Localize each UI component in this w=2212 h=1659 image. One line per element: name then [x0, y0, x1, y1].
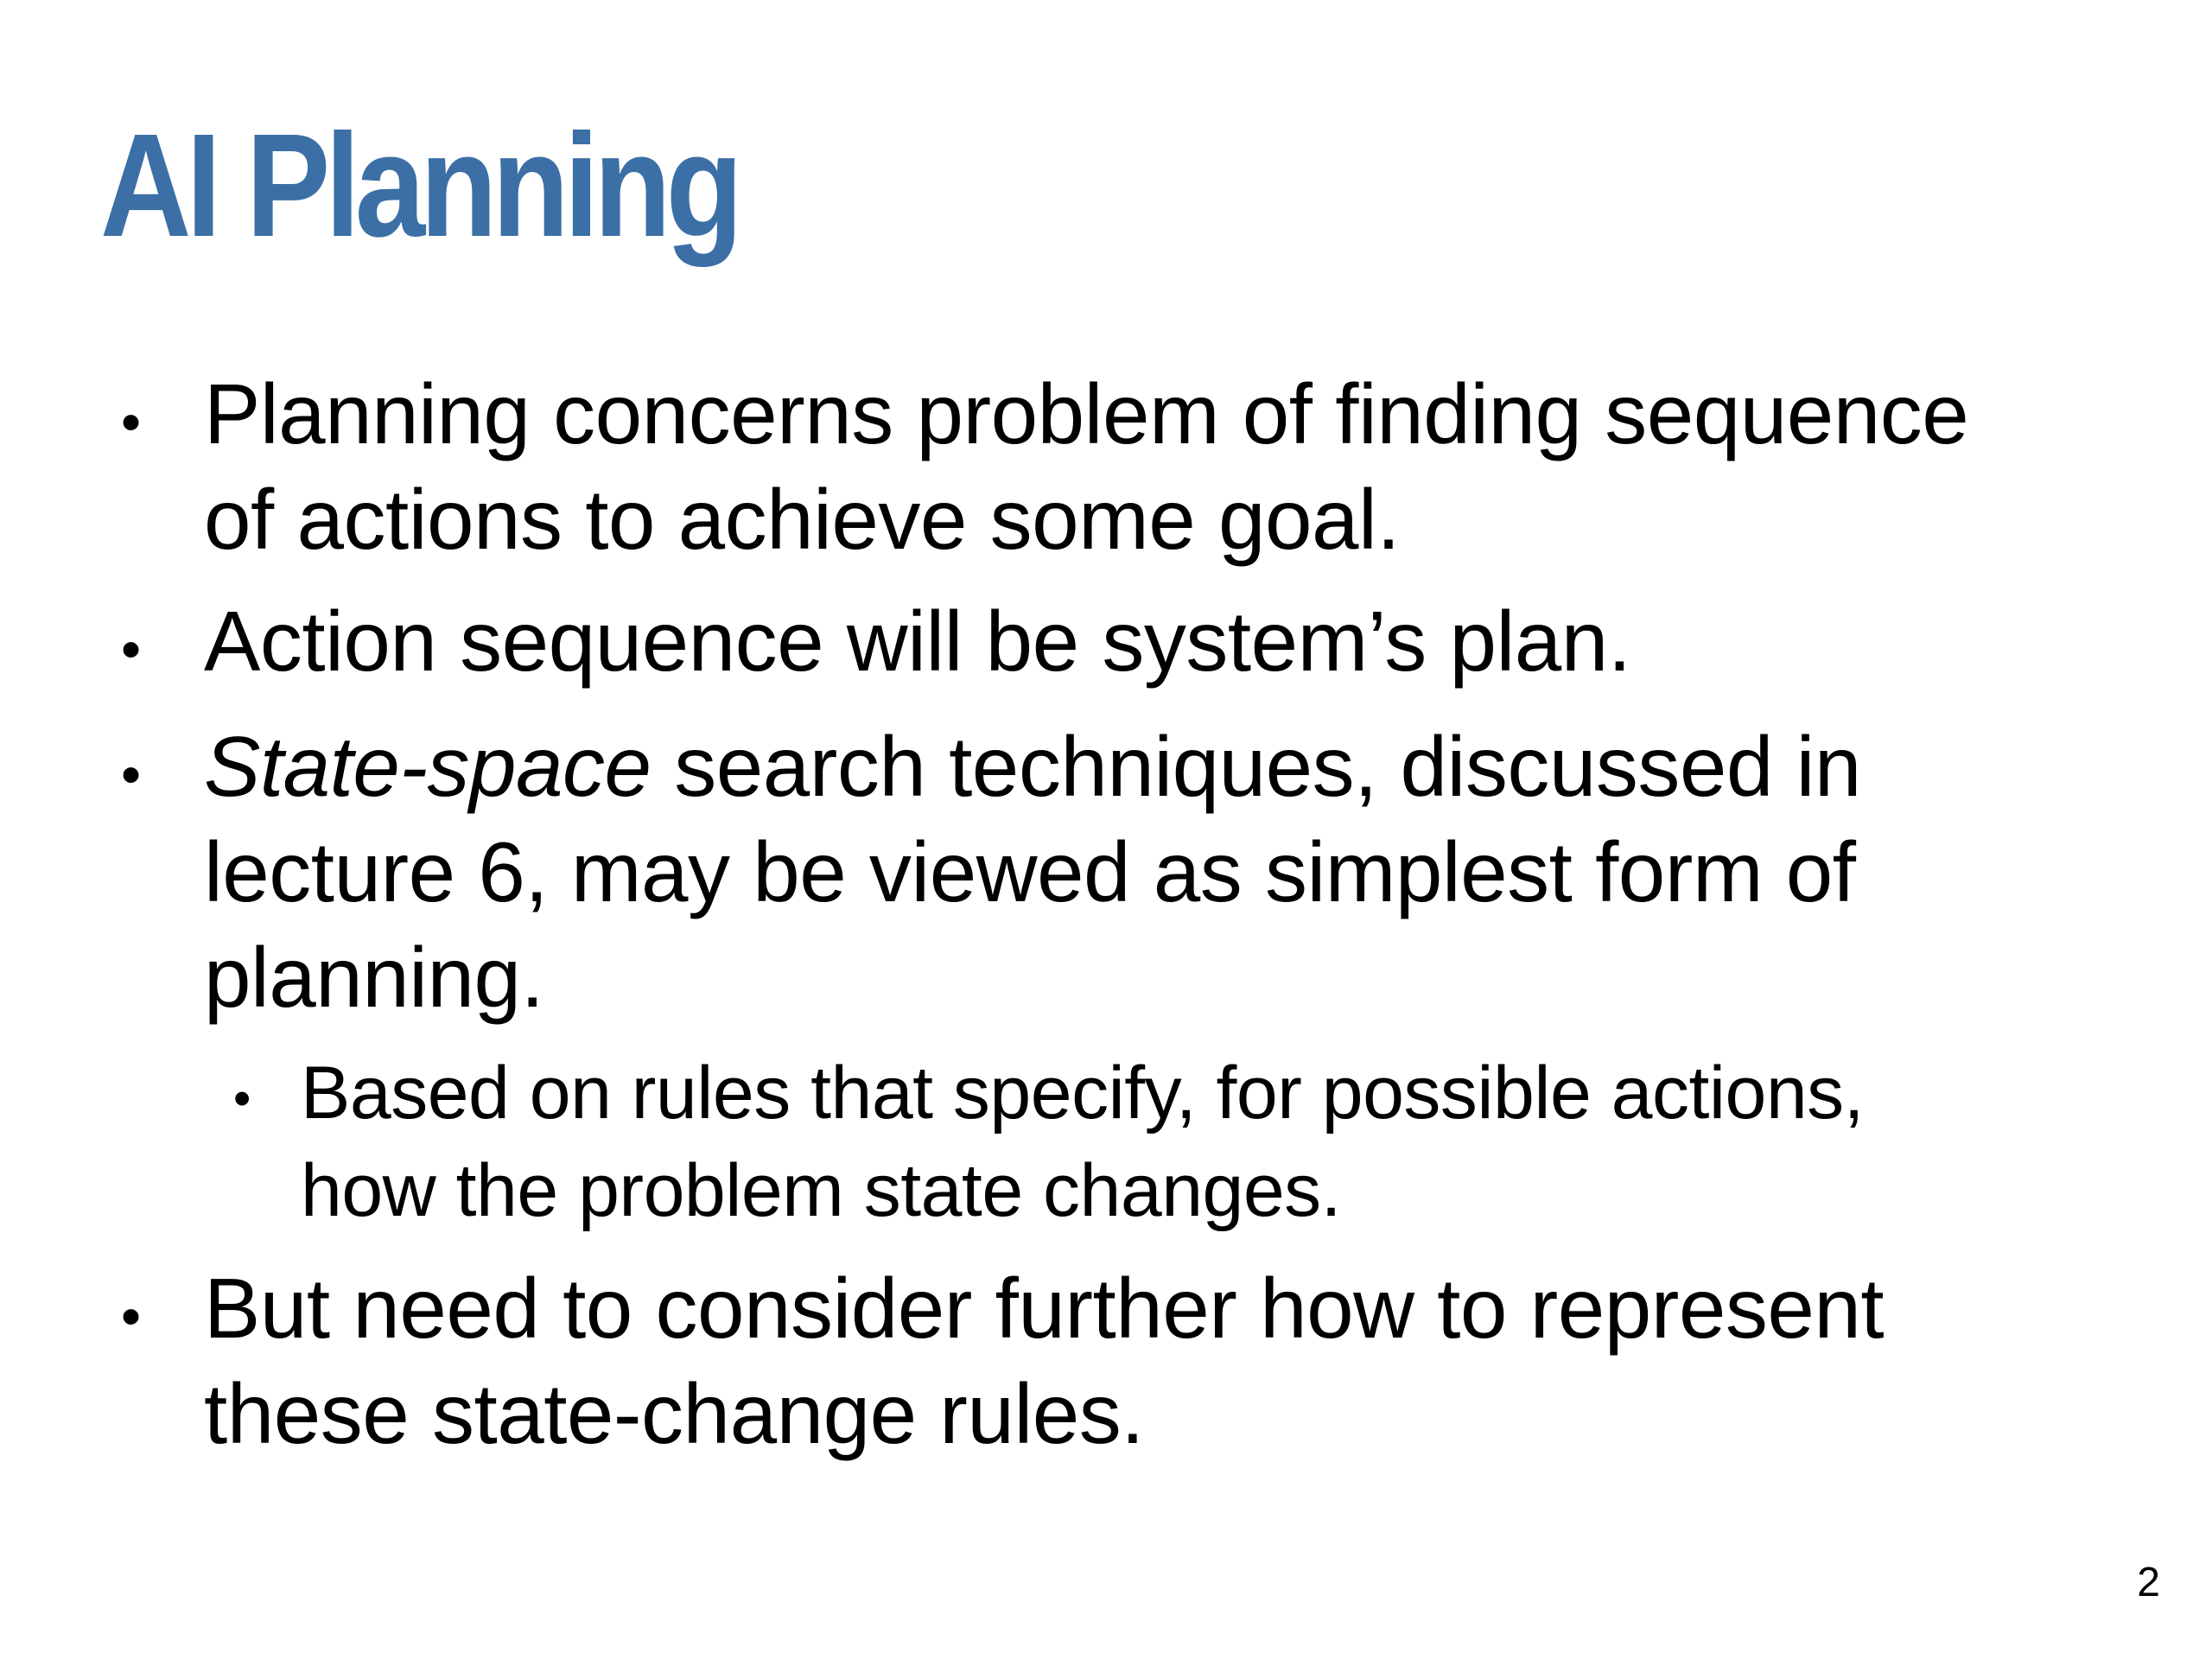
bullet-dot-icon: •: [121, 390, 142, 454]
page-number: 2: [2137, 1560, 2160, 1605]
bullet-line: these state-change rules.: [204, 1366, 1144, 1461]
slide-title: AI Planning: [100, 104, 738, 268]
bullet-line: lecture 6, may be viewed as simplest form of: [204, 824, 1856, 919]
emphasis-term: State-space: [204, 719, 652, 814]
bullet-dot-icon: •: [121, 1284, 142, 1348]
bullet-line: Planning concerns problem of finding sequence: [204, 366, 1969, 461]
bullet-dot-icon: •: [121, 742, 142, 806]
bullet-line-with-emphasis: [204, 719, 1861, 814]
sub-bullet-dot-icon: •: [233, 1071, 251, 1127]
bullet-line: But need to consider further how to represent: [204, 1261, 1885, 1356]
sub-bullet-line: how the problem state changes.: [301, 1149, 1342, 1232]
bullet-line: of actions to achieve some goal.: [204, 472, 1401, 567]
bullet-line: planning.: [204, 930, 544, 1025]
sub-bullet-line: Based on rules that specify, for possible actions,: [301, 1052, 1865, 1135]
bullet-dot-icon: •: [121, 617, 142, 681]
bullet-line: Action sequence will be system’s plan.: [204, 594, 1631, 689]
bullet-line-text: search techniques, discussed in: [651, 719, 1861, 814]
